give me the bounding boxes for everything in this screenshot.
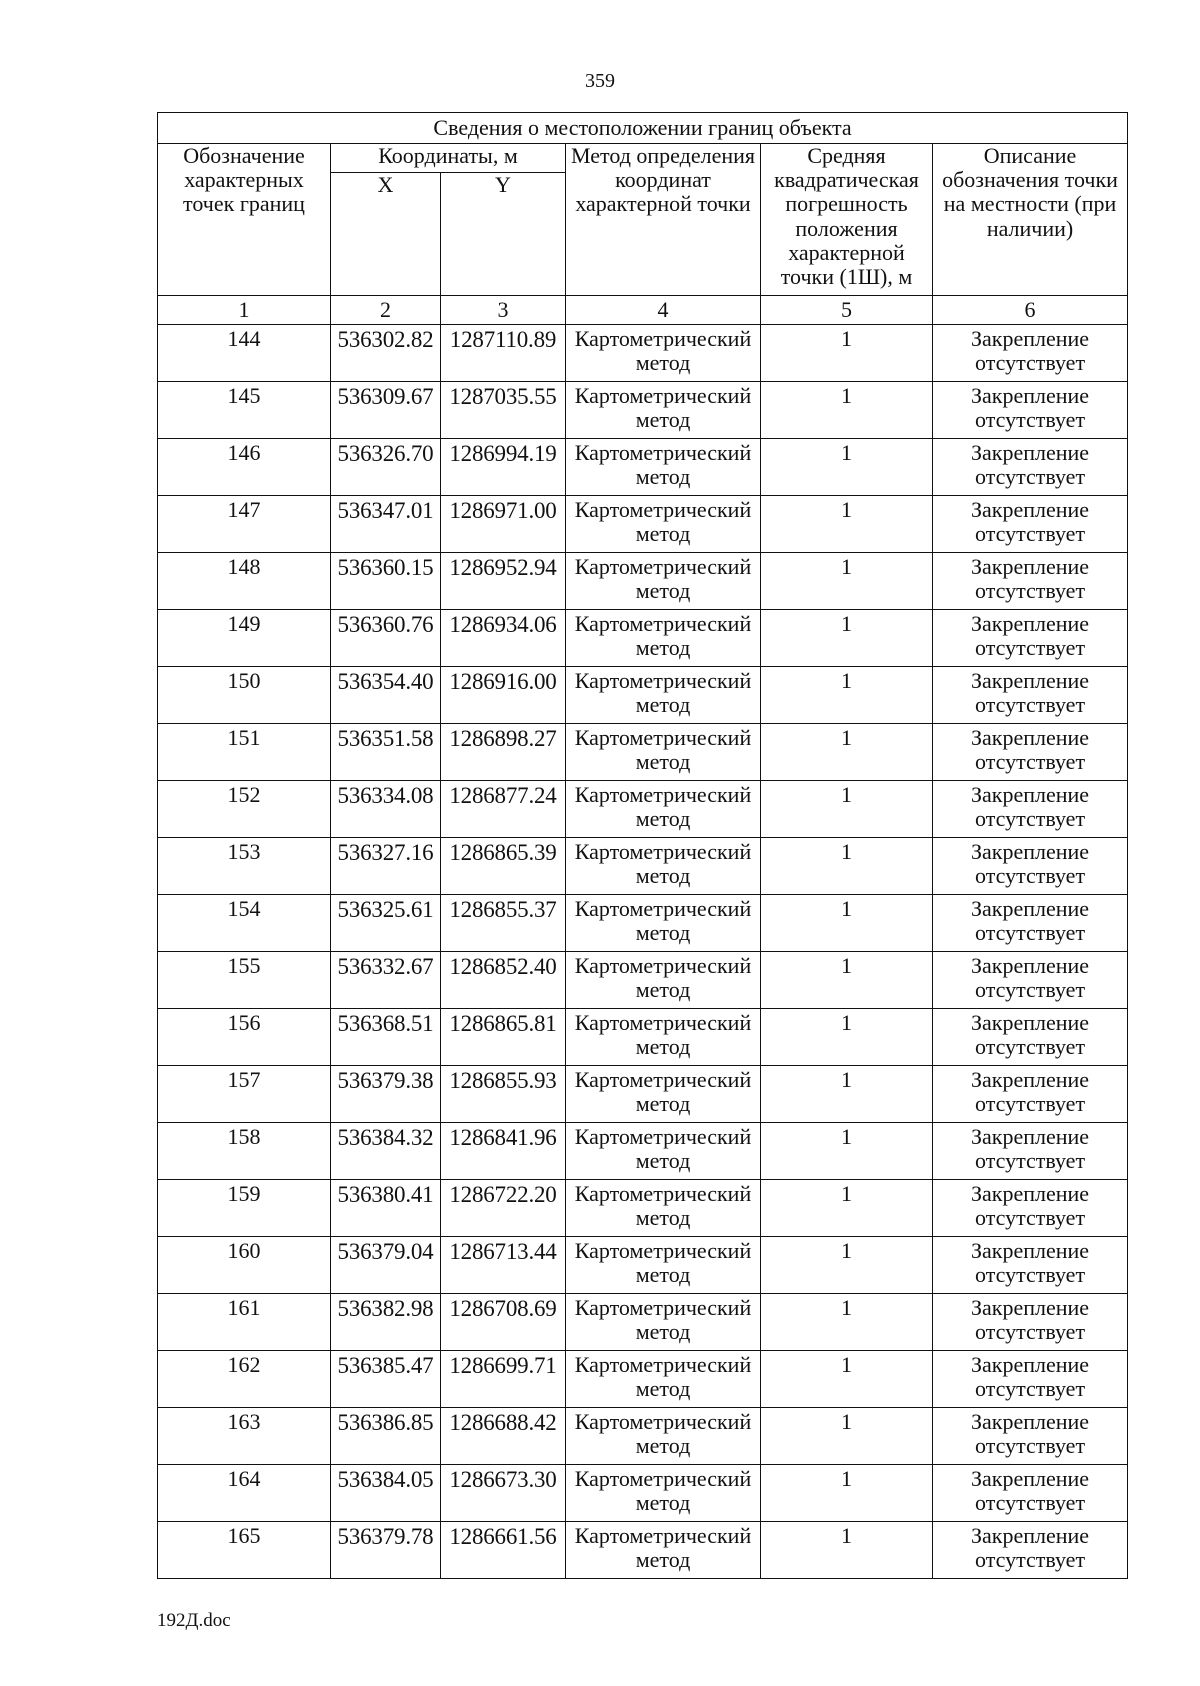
header-y: Y <box>441 173 566 296</box>
point-id-cell: 146 <box>158 439 331 496</box>
description-cell: Закрепление отсутствует <box>933 610 1128 667</box>
description-cell: Закрепление отсутствует <box>933 1465 1128 1522</box>
accuracy-cell: 1 <box>761 781 933 838</box>
description-cell: Закрепление отсутствует <box>933 724 1128 781</box>
header-method: Метод определения координат характерной точки <box>566 144 761 296</box>
method-cell: Картометрический метод <box>566 1009 761 1066</box>
coord-y-cell: 1286994.19 <box>441 439 566 496</box>
table-row <box>158 952 1128 1009</box>
method-cell: Картометрический метод <box>566 439 761 496</box>
coord-x-cell: 536380.41 <box>331 1180 441 1237</box>
point-id-cell: 149 <box>158 610 331 667</box>
method-cell: Картометрический метод <box>566 1465 761 1522</box>
point-id-cell: 150 <box>158 667 331 724</box>
description-cell: Закрепление отсутствует <box>933 1294 1128 1351</box>
column-number: 1 <box>158 296 331 325</box>
table-row <box>158 724 1128 781</box>
description-cell: Закрепление отсутствует <box>933 496 1128 553</box>
description-cell: Закрепление отсутствует <box>933 1351 1128 1408</box>
accuracy-cell: 1 <box>761 610 933 667</box>
point-id-cell: 156 <box>158 1009 331 1066</box>
point-id-cell: 159 <box>158 1180 331 1237</box>
table-row <box>158 325 1128 382</box>
description-cell: Закрепление отсутствует <box>933 1009 1128 1066</box>
accuracy-cell: 1 <box>761 667 933 724</box>
coord-x-cell: 536386.85 <box>331 1408 441 1465</box>
table-row <box>158 382 1128 439</box>
coord-y-cell: 1287035.55 <box>441 382 566 439</box>
method-cell: Картометрический метод <box>566 667 761 724</box>
point-id-cell: 163 <box>158 1408 331 1465</box>
method-cell: Картометрический метод <box>566 325 761 382</box>
column-number: 2 <box>331 296 441 325</box>
point-id-cell: 152 <box>158 781 331 838</box>
coord-y-cell: 1286673.30 <box>441 1465 566 1522</box>
method-cell: Картометрический метод <box>566 781 761 838</box>
document-filename: 192Д.doc <box>157 1610 231 1631</box>
accuracy-cell: 1 <box>761 1237 933 1294</box>
description-cell: Закрепление отсутствует <box>933 781 1128 838</box>
coord-x-cell: 536379.04 <box>331 1237 441 1294</box>
description-cell: Закрепление отсутствует <box>933 952 1128 1009</box>
coord-y-cell: 1286865.39 <box>441 838 566 895</box>
table-row <box>158 1180 1128 1237</box>
column-number: 4 <box>566 296 761 325</box>
table-row <box>158 1294 1128 1351</box>
point-id-cell: 145 <box>158 382 331 439</box>
table-row <box>158 1237 1128 1294</box>
table-row <box>158 553 1128 610</box>
point-id-cell: 153 <box>158 838 331 895</box>
accuracy-cell: 1 <box>761 1465 933 1522</box>
accuracy-cell: 1 <box>761 1294 933 1351</box>
coord-y-cell: 1286699.71 <box>441 1351 566 1408</box>
table-row <box>158 1351 1128 1408</box>
method-cell: Картометрический метод <box>566 1351 761 1408</box>
description-cell: Закрепление отсутствует <box>933 1066 1128 1123</box>
coord-y-cell: 1286661.56 <box>441 1522 566 1579</box>
method-cell: Картометрический метод <box>566 1123 761 1180</box>
method-cell: Картометрический метод <box>566 1237 761 1294</box>
method-cell: Картометрический метод <box>566 1408 761 1465</box>
coord-y-cell: 1286865.81 <box>441 1009 566 1066</box>
point-id-cell: 164 <box>158 1465 331 1522</box>
point-id-cell: 161 <box>158 1294 331 1351</box>
description-cell: Закрепление отсутствует <box>933 1180 1128 1237</box>
header-point: Обозначение характерных точек границ <box>158 144 331 296</box>
point-id-cell: 165 <box>158 1522 331 1579</box>
table-row <box>158 1123 1128 1180</box>
header-accuracy: Средняя квадратическая погрешность положения характерной точки (1Ш), м <box>761 144 933 296</box>
coord-y-cell: 1286898.27 <box>441 724 566 781</box>
description-cell: Закрепление отсутствует <box>933 1237 1128 1294</box>
accuracy-cell: 1 <box>761 496 933 553</box>
coord-x-cell: 536368.51 <box>331 1009 441 1066</box>
coord-x-cell: 536326.70 <box>331 439 441 496</box>
table-row <box>158 667 1128 724</box>
boundary-coordinates-table <box>157 112 1128 1579</box>
coord-y-cell: 1286688.42 <box>441 1408 566 1465</box>
point-id-cell: 154 <box>158 895 331 952</box>
accuracy-cell: 1 <box>761 724 933 781</box>
coord-x-cell: 536347.01 <box>331 496 441 553</box>
coord-x-cell: 536385.47 <box>331 1351 441 1408</box>
coord-x-cell: 536384.32 <box>331 1123 441 1180</box>
page-number: 359 <box>585 70 615 92</box>
coord-x-cell: 536360.76 <box>331 610 441 667</box>
coord-x-cell: 536351.58 <box>331 724 441 781</box>
coord-y-cell: 1286852.40 <box>441 952 566 1009</box>
description-cell: Закрепление отсутствует <box>933 1123 1128 1180</box>
method-cell: Картометрический метод <box>566 553 761 610</box>
coord-x-cell: 536332.67 <box>331 952 441 1009</box>
table-row <box>158 781 1128 838</box>
accuracy-cell: 1 <box>761 382 933 439</box>
method-cell: Картометрический метод <box>566 895 761 952</box>
point-id-cell: 144 <box>158 325 331 382</box>
accuracy-cell: 1 <box>761 895 933 952</box>
accuracy-cell: 1 <box>761 1351 933 1408</box>
method-cell: Картометрический метод <box>566 724 761 781</box>
description-cell: Закрепление отсутствует <box>933 895 1128 952</box>
table-row <box>158 895 1128 952</box>
column-number: 5 <box>761 296 933 325</box>
accuracy-cell: 1 <box>761 952 933 1009</box>
accuracy-cell: 1 <box>761 553 933 610</box>
description-cell: Закрепление отсутствует <box>933 1522 1128 1579</box>
accuracy-cell: 1 <box>761 439 933 496</box>
point-id-cell: 148 <box>158 553 331 610</box>
coord-x-cell: 536379.38 <box>331 1066 441 1123</box>
accuracy-cell: 1 <box>761 325 933 382</box>
point-id-cell: 151 <box>158 724 331 781</box>
point-id-cell: 162 <box>158 1351 331 1408</box>
description-cell: Закрепление отсутствует <box>933 1408 1128 1465</box>
description-cell: Закрепление отсутствует <box>933 667 1128 724</box>
table-caption: Сведения о местоположении границ объекта <box>158 113 1128 144</box>
method-cell: Картометрический метод <box>566 1180 761 1237</box>
table-row <box>158 1009 1128 1066</box>
coord-y-cell: 1286855.37 <box>441 895 566 952</box>
point-id-cell: 155 <box>158 952 331 1009</box>
method-cell: Картометрический метод <box>566 610 761 667</box>
coord-x-cell: 536334.08 <box>331 781 441 838</box>
table-row <box>158 439 1128 496</box>
description-cell: Закрепление отсутствует <box>933 382 1128 439</box>
coord-y-cell: 1286722.20 <box>441 1180 566 1237</box>
accuracy-cell: 1 <box>761 1408 933 1465</box>
method-cell: Картометрический метод <box>566 1294 761 1351</box>
method-cell: Картометрический метод <box>566 952 761 1009</box>
coord-y-cell: 1286713.44 <box>441 1237 566 1294</box>
table-row <box>158 1408 1128 1465</box>
accuracy-cell: 1 <box>761 1066 933 1123</box>
header-x: X <box>331 173 441 296</box>
header-coordinates: Координаты, м <box>331 144 566 173</box>
point-id-cell: 157 <box>158 1066 331 1123</box>
method-cell: Картометрический метод <box>566 1522 761 1579</box>
coord-y-cell: 1286934.06 <box>441 610 566 667</box>
coord-x-cell: 536325.61 <box>331 895 441 952</box>
method-cell: Картометрический метод <box>566 382 761 439</box>
coord-x-cell: 536327.16 <box>331 838 441 895</box>
table-row <box>158 496 1128 553</box>
accuracy-cell: 1 <box>761 1522 933 1579</box>
coord-y-cell: 1286952.94 <box>441 553 566 610</box>
table-body <box>158 325 1128 1579</box>
method-cell: Картометрический метод <box>566 1066 761 1123</box>
column-number: 6 <box>933 296 1128 325</box>
coord-y-cell: 1286841.96 <box>441 1123 566 1180</box>
accuracy-cell: 1 <box>761 1180 933 1237</box>
accuracy-cell: 1 <box>761 1009 933 1066</box>
accuracy-cell: 1 <box>761 1123 933 1180</box>
table-row <box>158 1522 1128 1579</box>
table-row <box>158 838 1128 895</box>
description-cell: Закрепление отсутствует <box>933 553 1128 610</box>
coord-y-cell: 1286877.24 <box>441 781 566 838</box>
table-row <box>158 1465 1128 1522</box>
coord-y-cell: 1286916.00 <box>441 667 566 724</box>
coord-x-cell: 536382.98 <box>331 1294 441 1351</box>
coord-x-cell: 536384.05 <box>331 1465 441 1522</box>
table-row <box>158 610 1128 667</box>
method-cell: Картометрический метод <box>566 838 761 895</box>
point-id-cell: 160 <box>158 1237 331 1294</box>
point-id-cell: 147 <box>158 496 331 553</box>
coord-x-cell: 536302.82 <box>331 325 441 382</box>
description-cell: Закрепление отсутствует <box>933 325 1128 382</box>
coord-x-cell: 536354.40 <box>331 667 441 724</box>
column-number: 3 <box>441 296 566 325</box>
coord-x-cell: 536360.15 <box>331 553 441 610</box>
method-cell: Картометрический метод <box>566 496 761 553</box>
coord-x-cell: 536379.78 <box>331 1522 441 1579</box>
point-id-cell: 158 <box>158 1123 331 1180</box>
coord-x-cell: 536309.67 <box>331 382 441 439</box>
header-description: Описание обозначения точки на местности (при наличии) <box>933 144 1128 296</box>
coord-y-cell: 1286708.69 <box>441 1294 566 1351</box>
accuracy-cell: 1 <box>761 838 933 895</box>
description-cell: Закрепление отсутствует <box>933 838 1128 895</box>
coord-y-cell: 1286971.00 <box>441 496 566 553</box>
coord-y-cell: 1286855.93 <box>441 1066 566 1123</box>
table-row <box>158 1066 1128 1123</box>
coord-y-cell: 1287110.89 <box>441 325 566 382</box>
description-cell: Закрепление отсутствует <box>933 439 1128 496</box>
